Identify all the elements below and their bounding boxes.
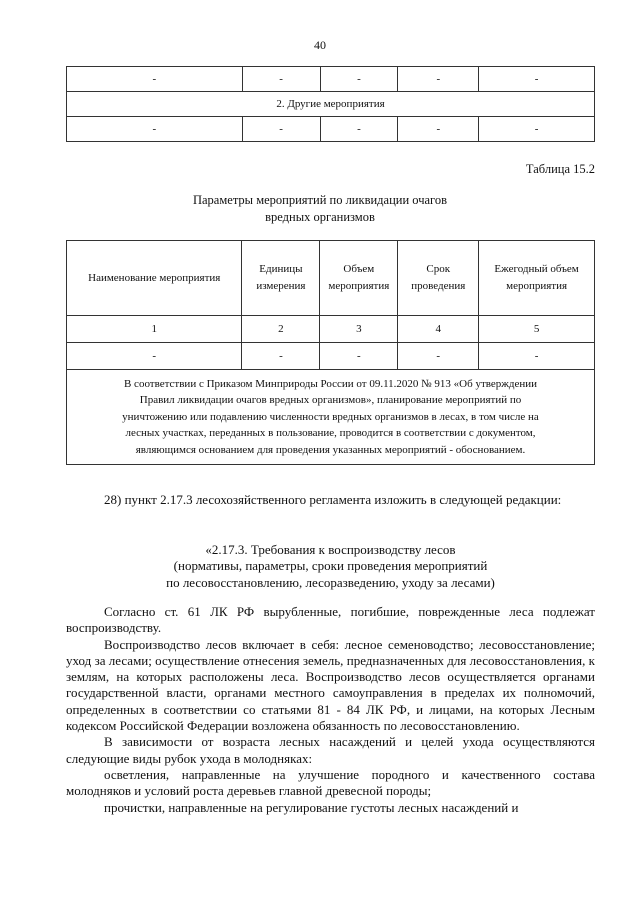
table-cell: - <box>242 67 320 92</box>
pest-measures-table <box>66 240 595 465</box>
column-header: Единицы измерения <box>242 241 320 316</box>
paragraph: осветления, направленные на улучшение породного и качественного состава молодняков и условий роста деревьев главной древесной породы; <box>66 766 595 799</box>
table-cell: - <box>479 117 595 142</box>
table-row <box>67 67 595 92</box>
table-title-line: вредных организмов <box>265 210 375 224</box>
table-section-row <box>67 92 595 117</box>
measures-table-continued <box>66 66 595 142</box>
table-cell: - <box>67 67 243 92</box>
column-number: 1 <box>67 316 242 343</box>
table-cell: - <box>67 117 243 142</box>
paragraph: прочистки, направленные на регулирование густоты лесных насаждений и <box>104 799 519 815</box>
table-caption: Таблица 15.2 <box>525 162 595 176</box>
section-heading <box>66 542 595 591</box>
column-number: 3 <box>320 316 398 343</box>
table-cell: - <box>67 343 242 370</box>
table-cell: - <box>398 343 479 370</box>
table-cell: - <box>320 117 398 142</box>
table-cell: - <box>242 343 320 370</box>
paragraph: 28) пункт 2.17.3 лесохозяйственного регламента изложить в следующей редакции: <box>104 492 562 507</box>
table-row <box>67 316 595 343</box>
table-row <box>67 343 595 370</box>
table-row <box>67 117 595 142</box>
heading-line: по лесовосстановлению, лесоразведению, уходу за лесами) <box>166 574 495 590</box>
paragraph: В зависимости от возраста лесных насаждений и целей ухода осуществляются следующие виды рубок ухода в молодняках: <box>66 734 595 766</box>
column-number: 2 <box>242 316 320 343</box>
table-note-row <box>67 370 595 465</box>
paragraph: Воспроизводство лесов включает в себя: лесное семеноводство; лесовосстановление; уход за лесами; осуществление отнесения земель, предназначенных для лесовосстановления, к землям, на которых расположены леса. Воспроизводство лесов осуществляется органами государственной власти, органами местного самоуправления в пределах их полномочий, определенных в соответствии со статьями 81 - 84 ЛК РФ, и лицами, на которых Лесным кодексом Российской Федерации возложена обязанность по лесовосстановлению. <box>66 636 595 734</box>
section-title: 2. Другие мероприятия <box>67 92 595 117</box>
body-text <box>66 604 595 816</box>
table-cell: - <box>479 67 595 92</box>
table-cell: - <box>398 117 479 142</box>
table-cell: - <box>242 117 320 142</box>
page-number: 40 <box>314 38 326 52</box>
paragraph: Согласно ст. 61 ЛК РФ вырубленные, погибшие, поврежденные леса подлежат воспроизводству. <box>66 604 595 636</box>
column-header: Ежегодный объем мероприятия <box>479 241 595 316</box>
table-cell: - <box>320 343 398 370</box>
column-number: 5 <box>479 316 595 343</box>
column-number: 4 <box>398 316 479 343</box>
heading-line: (нормативы, параметры, сроки проведения мероприятий <box>173 558 488 574</box>
column-header: Срок проведения <box>398 241 479 316</box>
table-cell: - <box>320 67 398 92</box>
column-header: Наименование мероприятия <box>67 241 242 316</box>
table-header-row <box>67 241 595 316</box>
table-note: В соответствии с Приказом Минприроды России от 09.11.2020 № 913 «Об утверждении Правил ликвидации очагов вредных организмов», планирование мероприятий по уничтожению или подавлению численности вредных организмов в лесах, в том числе на лесных участках, переданных в пользование, проводится в соответствии с документом, являющимся основанием для проведения указанных мероприятий - обоснованием. <box>67 370 595 465</box>
table-cell: - <box>479 343 595 370</box>
table-cell: - <box>398 67 479 92</box>
amendment-paragraph <box>66 492 595 508</box>
table-title <box>0 192 640 226</box>
column-header: Объем мероприятия <box>320 241 398 316</box>
table-title-line: Параметры мероприятий по ликвидации очагов <box>192 193 447 207</box>
heading-line: «2.17.3. Требования к воспроизводству лесов <box>205 542 456 557</box>
